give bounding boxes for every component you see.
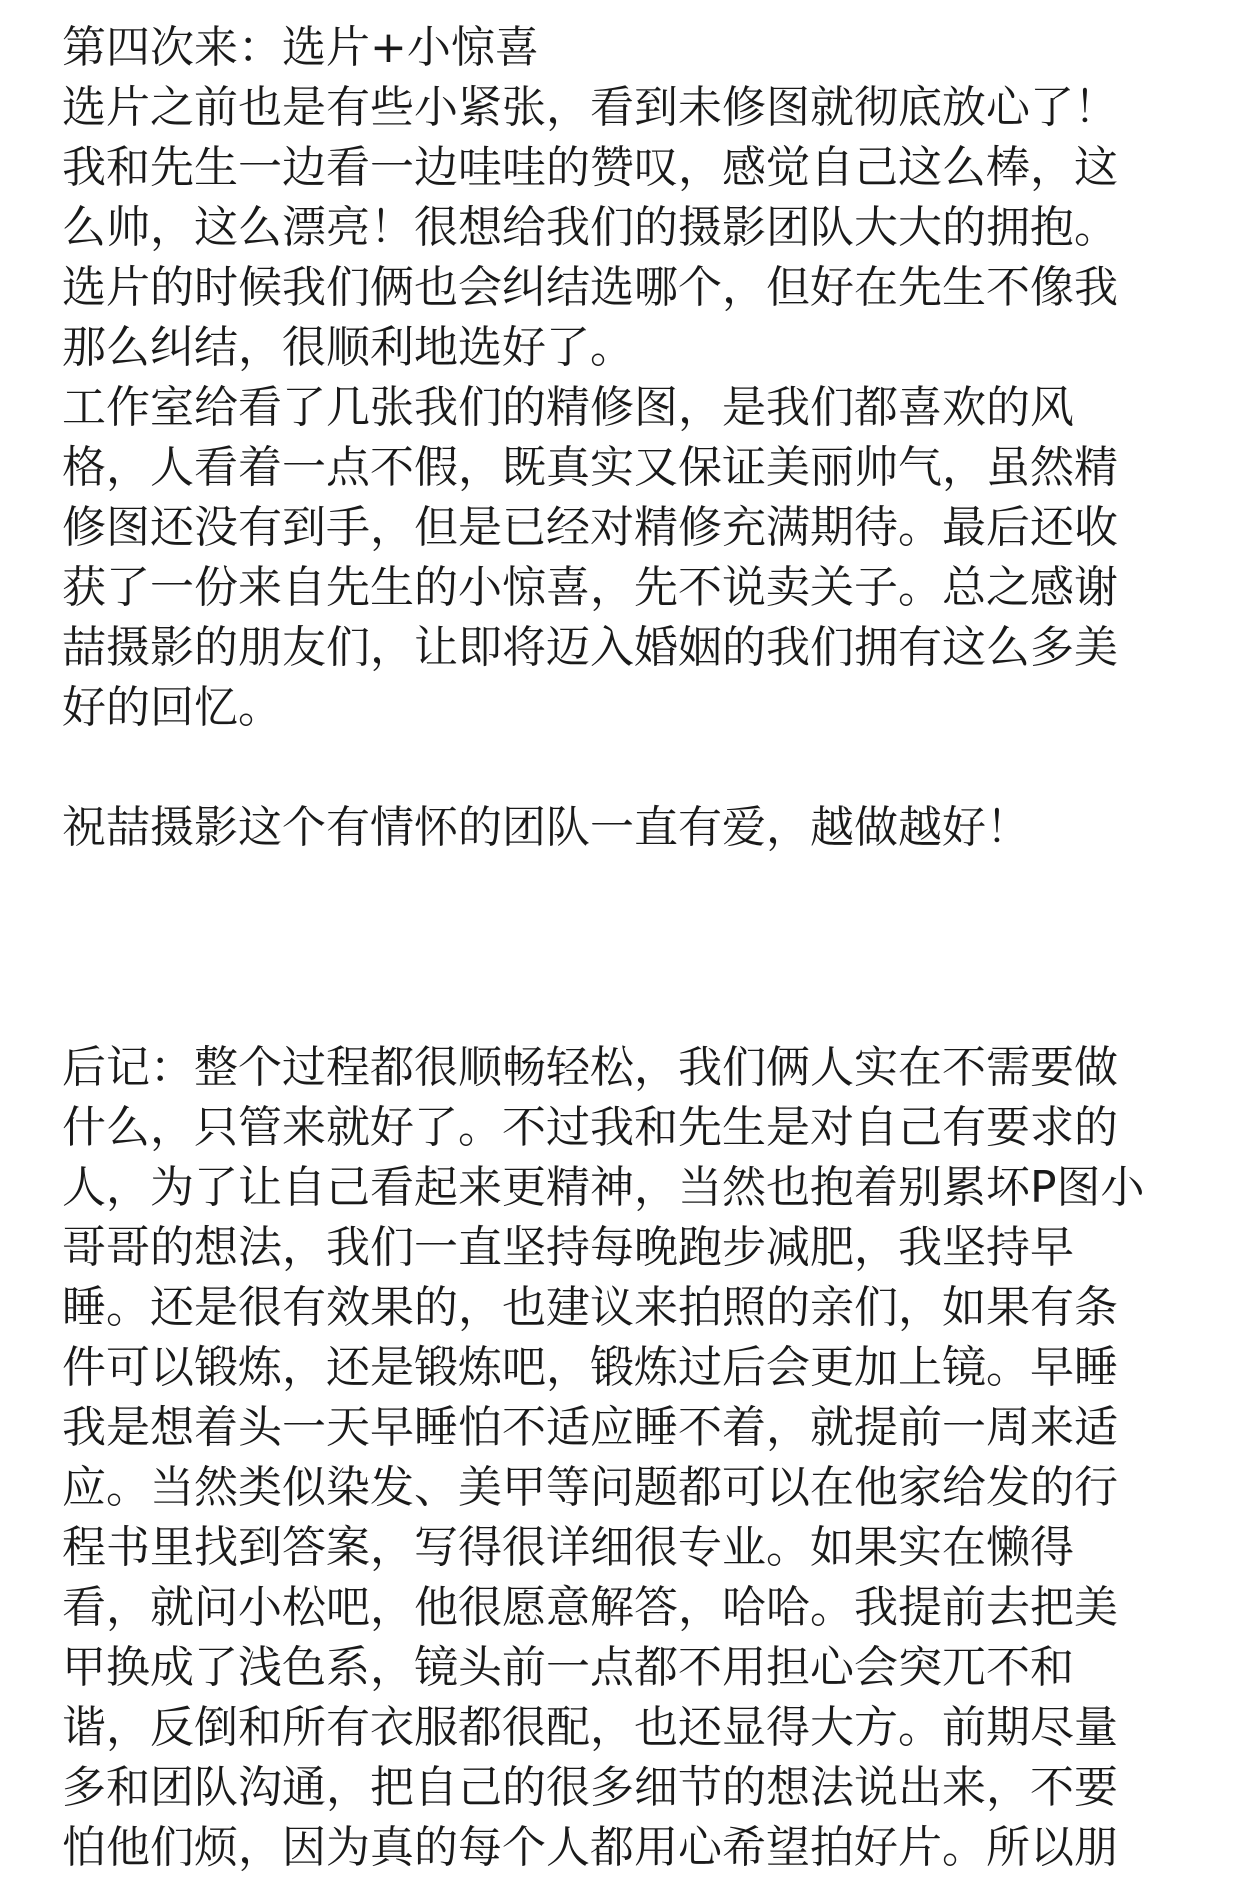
- paragraph-postscript: [62, 1038, 1182, 1878]
- text-line: 选片之前也是有些小紧张，看到未修图就彻底放心了！: [62, 82, 1118, 133]
- paragraph-selection: [62, 78, 1182, 378]
- text-line: 后记：整个过程都很顺畅轻松，我们俩人实在不需要做: [62, 1042, 1118, 1093]
- text-line: 看，就问小松吧，他很愿意解答，哈哈。我提前去把美: [62, 1582, 1118, 1633]
- spacer: [62, 858, 1182, 1038]
- article-body: [62, 18, 1182, 1878]
- text-line: 睡。还是很有效果的，也建议来拍照的亲们，如果有条: [62, 1282, 1118, 1333]
- text-line: 格，人看着一点不假，既真实又保证美丽帅气，虽然精: [62, 442, 1118, 493]
- wish-line: 祝喆摄影这个有情怀的团队一直有爱，越做越好！: [62, 802, 1030, 853]
- text-line: 我和先生一边看一边哇哇的赞叹，感觉自己这么棒，这: [62, 142, 1118, 193]
- spacer: [62, 738, 1182, 798]
- text-line: 多和团队沟通，把自己的很多细节的想法说出来，不要: [62, 1762, 1118, 1813]
- text-line: 人，为了让自己看起来更精神，当然也抱着别累坏P图小: [62, 1162, 1145, 1213]
- text-line: 喆摄影的朋友们，让即将迈入婚姻的我们拥有这么多美: [62, 622, 1118, 673]
- text-line: 甲换成了浅色系，镜头前一点都不用担心会突兀不和: [62, 1642, 1074, 1693]
- text-line: 程书里找到答案，写得很详细很专业。如果实在懒得: [62, 1522, 1074, 1573]
- text-line: 哥哥的想法，我们一直坚持每晚跑步减肥，我坚持早: [62, 1222, 1074, 1273]
- paragraph-surprise: [62, 378, 1182, 738]
- section-heading: 第四次来：选片+小惊喜: [62, 22, 539, 73]
- text-line: 修图还没有到手，但是已经对精修充满期待。最后还收: [62, 502, 1118, 553]
- text-line: 好的回忆。: [62, 682, 282, 733]
- text-line: 工作室给看了几张我们的精修图，是我们都喜欢的风: [62, 382, 1074, 433]
- text-line: 么帅，这么漂亮！很想给我们的摄影团队大大的拥抱。: [62, 202, 1118, 253]
- text-line: 什么，只管来就好了。不过我和先生是对自己有要求的: [62, 1102, 1118, 1153]
- text-line: 谐，反倒和所有衣服都很配，也还显得大方。前期尽量: [62, 1702, 1118, 1753]
- text-line: 获了一份来自先生的小惊喜，先不说卖关子。总之感谢: [62, 562, 1118, 613]
- text-line: 件可以锻炼，还是锻炼吧，锻炼过后会更加上镜。早睡: [62, 1342, 1118, 1393]
- text-line: 应。当然类似染发、美甲等问题都可以在他家给发的行: [62, 1462, 1118, 1513]
- text-line: 怕他们烦，因为真的每个人都用心希望拍好片。所以朋: [62, 1822, 1118, 1873]
- text-line: 那么纠结，很顺利地选好了。: [62, 322, 634, 373]
- text-line: 我是想着头一天早睡怕不适应睡不着，就提前一周来适: [62, 1402, 1118, 1453]
- text-line: 选片的时候我们俩也会纠结选哪个，但好在先生不像我: [62, 262, 1118, 313]
